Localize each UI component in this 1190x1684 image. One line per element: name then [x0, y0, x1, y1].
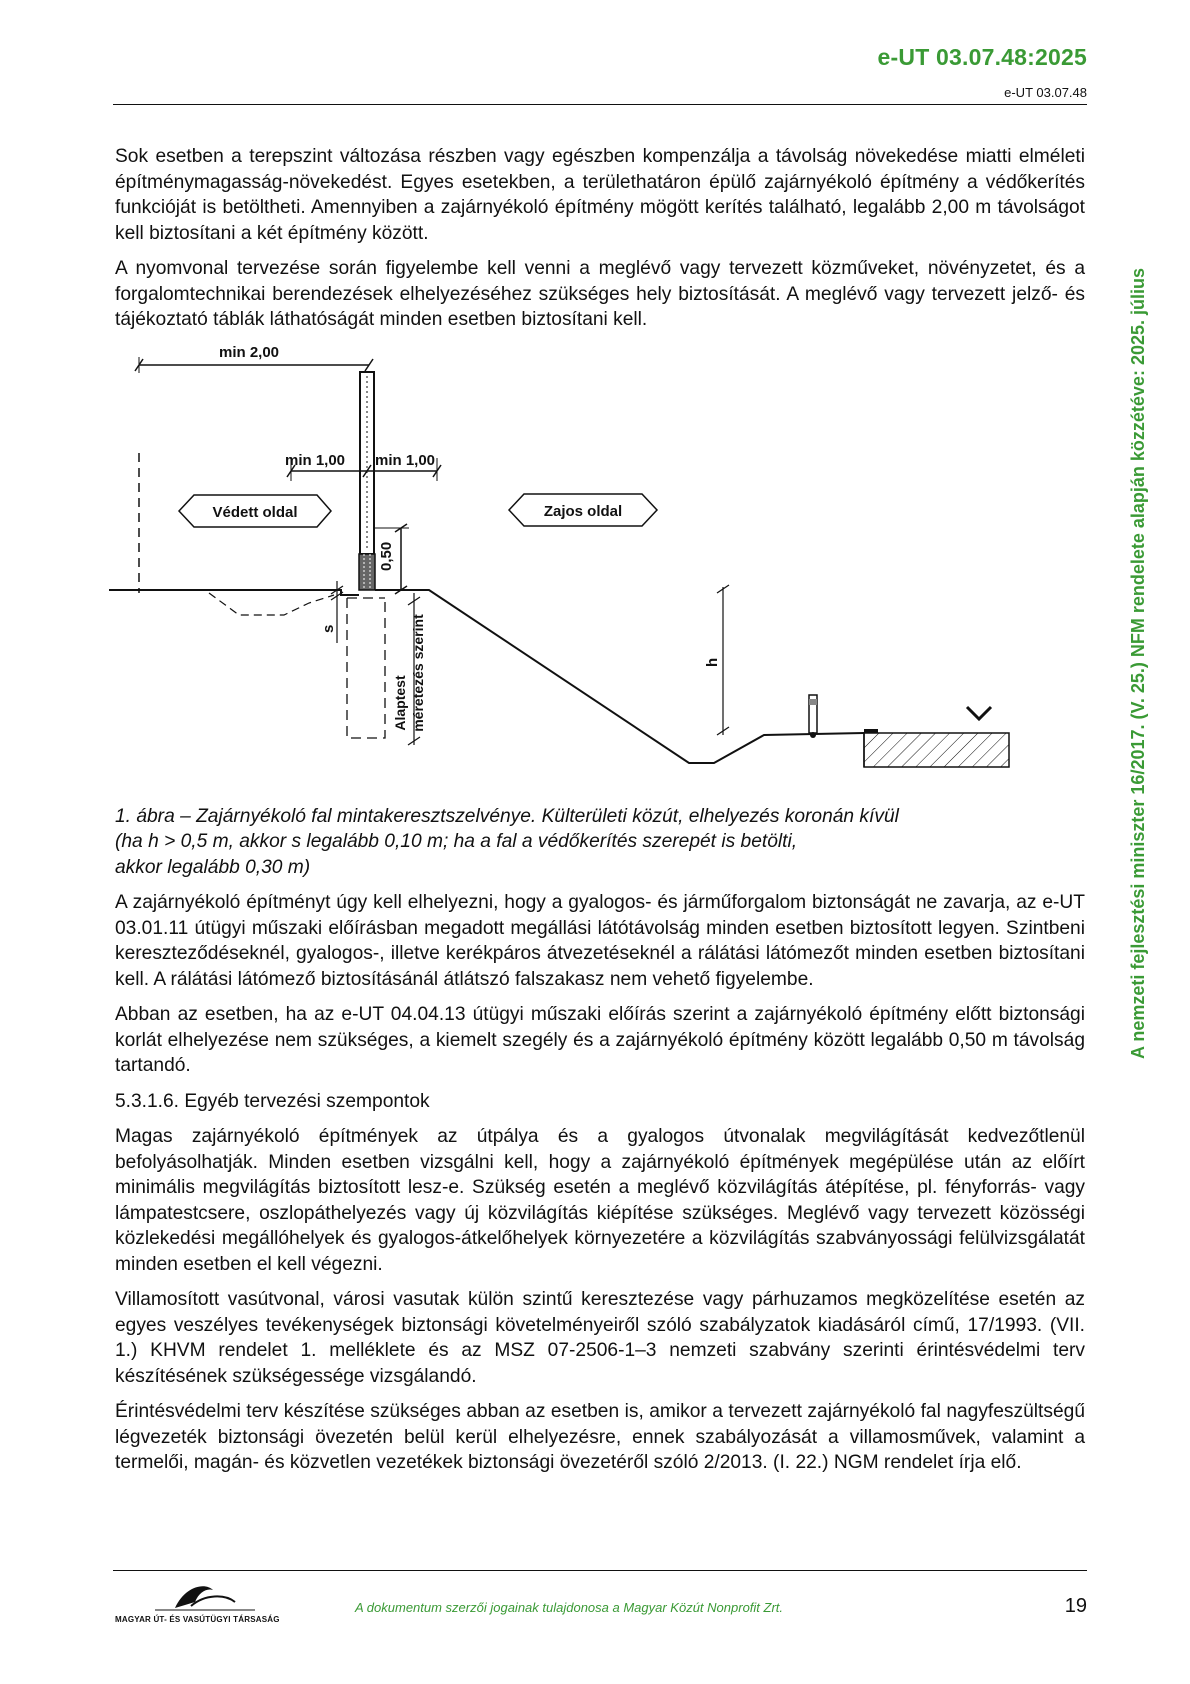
caption-line-1: 1. ábra – Zajárnyékoló fal mintakeresztszelvénye. Külterületi közút, elhelyezés koronán kívül	[115, 805, 899, 827]
page-content	[115, 144, 1085, 1486]
paragraph: A zajárnyékoló építményt úgy kell elhelyezni, hogy a gyalogos- és járműforgalom biztonságát ne zavarja, az e-UT 03.01.11 útügyi műszaki előírásban megadott megállási látótávolság minden esetben biztosított legyen. Szintbeni kereszteződéseknél, gyalogos-, illetve kerékpáros átvezetéseknél a rálátási látómezőt minden esetben biztosítani kell. A rálátási látómező biztosításánál átlátszó falszakasz nem vehető figyelembe.	[115, 892, 1085, 990]
footer-rule	[113, 1570, 1087, 1571]
dimension-h	[704, 585, 729, 735]
page-number: 19	[1064, 1595, 1087, 1617]
ground-profile	[109, 590, 864, 763]
paragraph: A nyomvonal tervezése során figyelembe kell venni a meglévő vagy tervezett közműveket, növényzetet, és a forgalomtechnikai berendezések elhelyezéséhez szükséges hely biztosítását. A meglévő vagy tervezett jelző- és tájékoztató táblák láthatóságát minden esetben biztosítani kell.	[115, 258, 1085, 330]
guide-post	[809, 695, 817, 738]
cross-section-figure	[109, 343, 1079, 798]
copyright-notice: A dokumentum szerzői jogainak tulajdonosa a Magyar Közút Nonprofit Zrt.	[355, 1600, 784, 1615]
foundation-label-line2: méretezés szerint	[410, 613, 426, 732]
dim-label-050: 0,50	[378, 541, 395, 571]
foundation	[347, 593, 426, 745]
logo-mark	[115, 1580, 275, 1614]
paragraph: Abban az esetben, ha az e-UT 04.04.13 útügyi műszaki előírás szerint a zajárnyékoló építmény előtt biztonsági korlát elhelyezése nem szükséges, a kiemelt szegély és a zajárnyékoló építmény között legalább 0,50 m távolság tartandó.	[115, 1004, 1085, 1076]
dim-label-min-100-left: min 1,00	[285, 451, 346, 469]
document-code: e-UT 03.07.48:2025	[877, 44, 1087, 70]
dimension-min-100-left	[285, 452, 367, 481]
noisy-side-label	[509, 494, 657, 526]
dim-label-h: h	[704, 657, 721, 667]
paragraph: Sok esetben a terepszint változása részben vagy egészben kompenzálja a távolság növekedése miatti elméleti építménymagasság-növekedést. Egyes esetekben, a területhatáron épülő zajárnyékoló építmény a védőkerítés funkcióját is betöltheti. Amennyiben a zajárnyékoló építmény mögött kerítés található, legalább 2,00 m távolságot kell biztosítani a két építmény között.	[115, 146, 1085, 244]
foundation-label-line1: Alaptest	[392, 674, 408, 731]
paragraph: Érintésvédelmi terv készítése szükséges abban az esetben is, amikor a tervezett zajárnyékoló fal nagyfeszültségű légvezeték biztonsági övezetén belül kerül elhelyezésre, ennek szabályozását a villamosművek, valamint a termelői, magán- és közvetlen vezetékek biztonsági övezetéről szóló 2/2013. (I. 22.) NGM rendelet írja elő.	[115, 1401, 1085, 1473]
paragraph: Villamosított vasútvonal, városi vasutak külön szintű keresztezése vagy párhuzamos megközelítése esetén az egyes veszélyes tevékenységek biztonsági követelményeiről szóló szabályzatok kiadásáról című, 17/1993. (VII. 1.) KHVM rendelet 1. melléklete és az MSZ 07-2506-1–3 nemzeti szabvány szerinti érintésvédelmi terv készítésének szükségessége vizsgálandó.	[115, 1289, 1085, 1387]
caption-line-2: (ha h > 0,5 m, akkor s legalább 0,10 m; ha a fal a védőkerítés szerepét is betölti,	[115, 831, 798, 852]
society-logo	[115, 1580, 280, 1624]
dimension-min-200	[135, 344, 373, 373]
figure-caption	[115, 804, 1085, 881]
caption-line-3: akkor legalább 0,30 m)	[115, 856, 311, 878]
road-pavement	[864, 707, 1009, 767]
dim-label-min-200: min 2,00	[219, 343, 280, 361]
cross-section-drawing	[109, 343, 1079, 798]
protected-side-label	[179, 495, 331, 527]
protected-side-text: Védett oldal	[212, 503, 298, 521]
section-heading: 5.3.1.6. Egyéb tervezési szempontok	[115, 1090, 430, 1112]
dimension-050	[373, 524, 409, 594]
side-publication-note: A nemzeti fejlesztési miniszter 16/2017. (V. 25.) NFM rendelete alapján közzétéve: 2025. július	[1128, 268, 1148, 1059]
noisy-side-text: Zajos oldal	[543, 502, 623, 520]
paragraph: Magas zajárnyékoló építmények az útpálya és a gyalogos útvonalak megvilágítását kedvezőtlenül befolyásolhatják. Minden esetben vizsgálni kell, hogy a zajárnyékoló építmények megépülése után az előírt minimális megvilágítás biztosított lesz-e. Szükség esetén a meglévő közvilágítás átépítése, pl. fényforrás- vagy lámpatestcsere, oszlopáthelyezés vagy új közvilágítás kiépítése szükséges. Meglévő vagy tervezett közösségi közlekedési megállóhelyek és gyalogos-átkelőhelyek környezetére a közvilágítás szabványossági felülvizsgálatát minden esetben el kell végezni.	[115, 1126, 1085, 1275]
header-rule	[113, 104, 1087, 105]
dim-label-s: s	[320, 624, 337, 633]
noise-wall	[359, 372, 375, 590]
dim-label-min-100-right: min 1,00	[375, 451, 436, 469]
logo-text: MAGYAR ÚT- ÉS VASÚTÜGYI TÁRSASÁG	[115, 1615, 280, 1624]
document-subcode: e-UT 03.07.48	[1004, 85, 1087, 100]
